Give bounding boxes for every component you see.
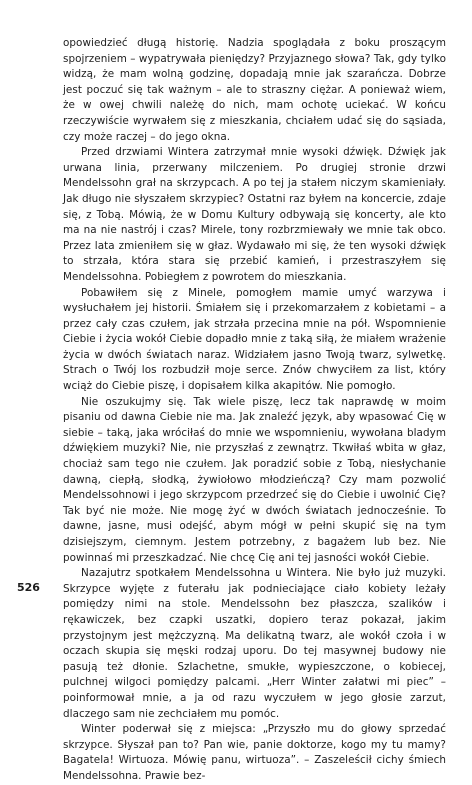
page-body-text [63,36,446,785]
paragraph-5: Nazajutrz spotkałem Mendelssohna u Wintera. Nie było już muzyki. Skrzypce wyjęte z futerału jak podnieciające ciało kobiety leżały pomiędzy nimi na stole. Mendelssohn bez płaszcza, szalików i rękawiczek, bez czapki uszatki, dopiero teraz pokazał, jakim przystojnym jest mężczyzną. Ma delikatną twarz, ale wokół czoła i w oczach skupia się męski rodzaj uporu. Do tej masywnej budowy nie pasują też dłonie. Szlachetne, smukłe, wypieszczone, o kobiecej, pulchnej wilgoci pomiędzy palcami. „Herr Winter załatwi mi piec” – poinformował mnie, a ja od razu wyczułem w jego głosie zarzut, dlaczego sam nie zechciałem mu pomóc. [63,567,446,720]
page-number: 526 [17,581,40,594]
paragraph-2: Przed drzwiami Wintera zatrzymał mnie wysoki dźwięk. Dźwięk jak urwana linia, przerwany milczeniem. Po drugiej stronie drzwi Mendelssohn grał na skrzypcach. A po tej ja stałem niczym skamieniały. Jak długo nie słyszałem skrzypiec? Ostatni raz byłem na koncercie, zdaje się, z Tobą. Mówią, że w Domu Kultury odbywają się koncerty, ale kto ma na nie nastrój i czas? Mirele, tony rozbrzmiewały we mnie tak obco. Przez lata zmieniłem się w głaz. Wydawało mi się, że ten wysoki dźwięk to strzała, która stara się przebić kamień, i przestraszyłem się Mendelssohna. Pobiegłem z powrotem do mieszkania. [63,146,446,283]
paragraph-4: Nie oszukujmy się. Tak wiele piszę, lecz tak naprawdę w moim pisaniu od dawna Ciebie nie ma. Jak znaleźć język, aby wpasować Cię w siebie – taką, jaka wróciłaś do mnie we wspomnieniu, wywołana bladym dźwiękiem muzyki? Nie, nie przyszłaś z zewnątrz. Tkwiłaś wbita w głaz, chociaż sam tego nie czułem. Jak poradzić sobie z Tobą, niesłychanie dawną, ciepłą, słodką, żywiołowo młodzieńczą? Czy mam pozwolić Mendelssohnowi i jego skrzypcom przedrzeć się do Ciebie i uwolnić Cię? Tak być nie może. Nie mogę żyć w dwóch światach jednocześnie. To dawne, jasne, musi odejść, abym mógł w pełni skupić się na tym dzisiejszym, ciemnym. Jestem potrzebny, z bagażem lub bez. Nie powinnaś mi przeszkadzać. Nie chcę Cię ani tej jasności wokół Ciebie. [63,395,446,564]
paragraph-6: Winter poderwał się z miejsca: „Przyszło mu do głowy sprzedać skrzypce. Słyszał pan to? Pan wie, panie doktorze, kogo my tu mamy? Bagatela! Wirtuoza. Mówię panu, wirtuoza”. – Zaszeleścił cichy śmiech Mendelssohna. Prawie bez- [63,723,446,782]
paragraph-3: Pobawiłem się z Minele, pomogłem mamie umyć warzywa i wysłuchałem jej historii. Śmiałem się i przekomarzałem z kobietami – a przez cały czas czułem, jak strzała przecina mnie na pół. Wspomnienie Ciebie i życia wokół Ciebie dopadło mnie z taką siłą, że miałem wrażenie życia w dwóch światach naraz. Widziałem jasno Twoją twarz, sylwetkę. Strach o Twój los rozbudził moje serce. Znów chwyciłem za list, który wciąż do Ciebie piszę, i dopisałem kilka akapitów. Nie pomogło. [63,286,446,393]
paragraph-1: opowiedzieć długą historię. Nadzia spoglądała z boku proszącym spojrzeniem – wypatrywała pieniędzy? Przyjaznego słowa? Tak, gdy tylko widzą, że mam wolną godzinę, dopadają mnie jak szarańcza. Dobrze jest poczuć się tak ważnym – ale to straszny ciężar. A ponieważ wiem, że w owej chwili należę do nich, mam ochotę uciekać. W końcu rzeczywiście wyrwałem się z mieszkania, chciałem udać się do sąsiada, czy może raczej – do jego okna. [63,37,446,143]
